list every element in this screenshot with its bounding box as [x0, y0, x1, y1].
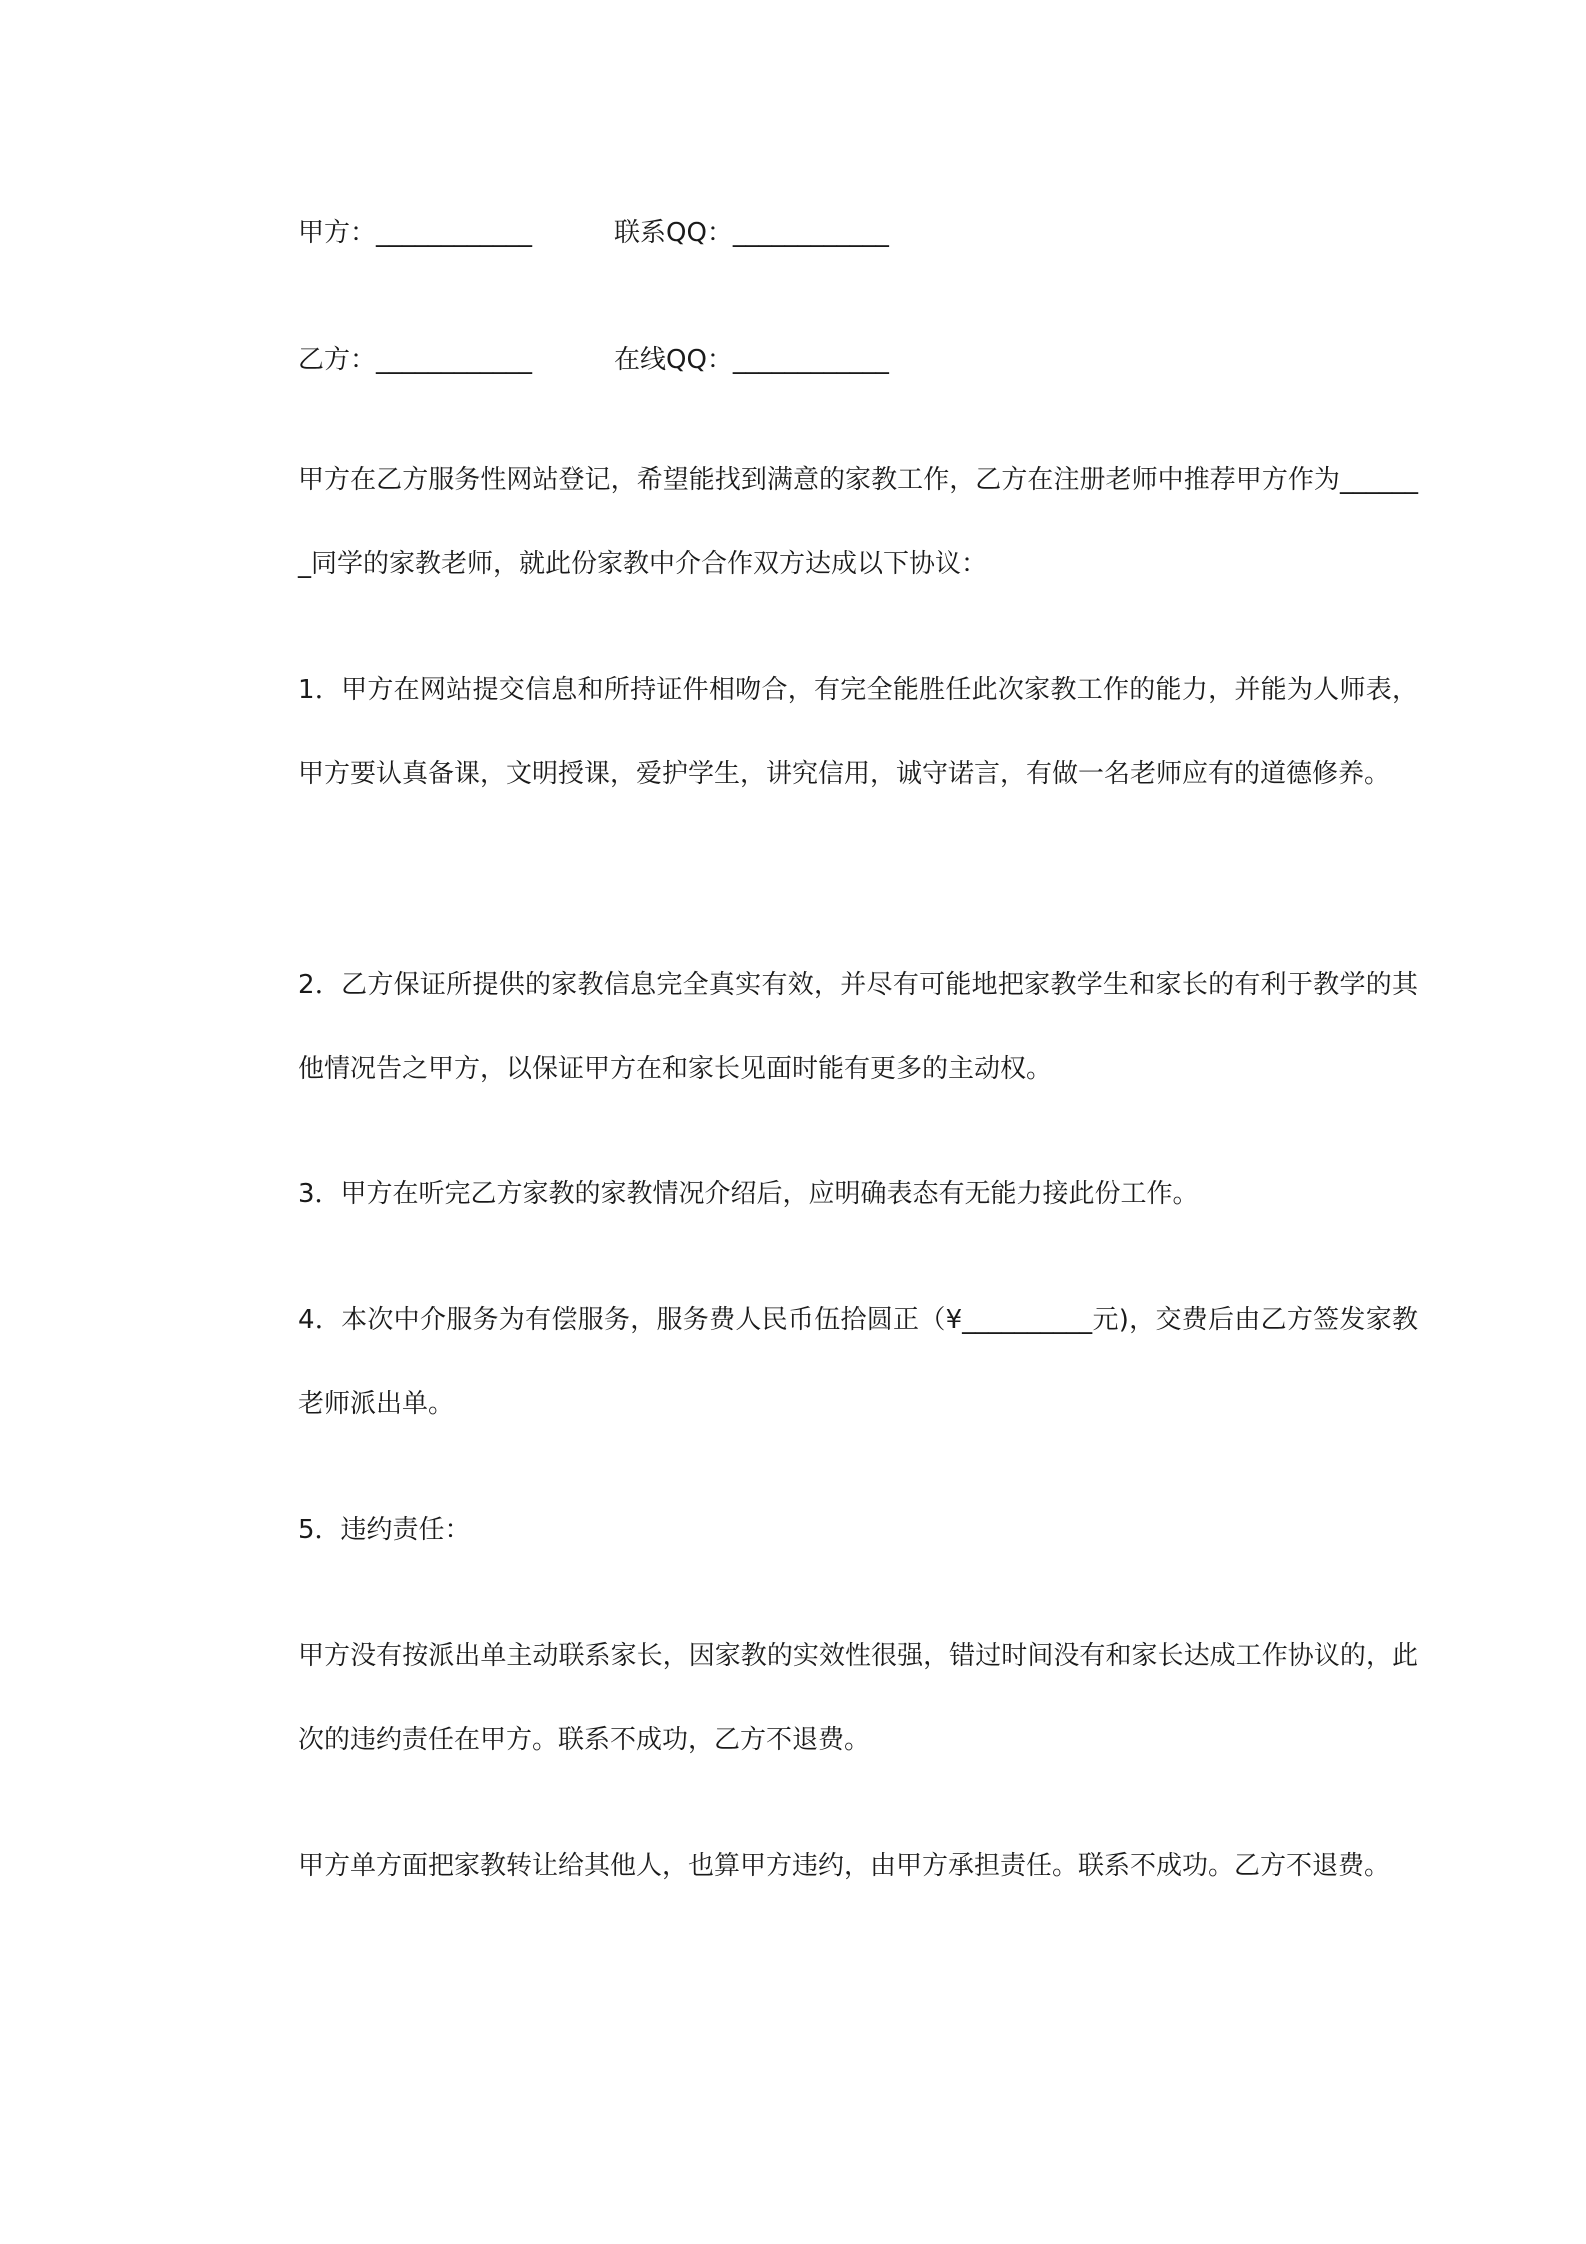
clause-2: 2．乙方保证所提供的家教信息完全真实有效，并尽有可能地把家教学生和家长的有利于教学的其他情况告之甲方，以保证甲方在和家长见面时能有更多的主动权。 [298, 970, 1418, 1084]
online-qq-field: 在线QQ：____________ [614, 345, 889, 375]
party-a-field: 甲方：____________ [298, 218, 533, 248]
clause-4: 4．本次中介服务为有偿服务，服务费人民币伍拾圆正（¥__________元)，交费后由乙方签发家教老师派出单。 [298, 1305, 1418, 1419]
clause-1: 1．甲方在网站提交信息和所持证件相吻合，有完全能胜任此次家教工作的能力，并能为人师表，甲方要认真备课，文明授课，爱护学生，讲究信用，诚守诺言，有做一名老师应有的道德修养。 [298, 675, 1418, 789]
clause-3: 3．甲方在听完乙方家教的家教情况介绍后，应明确表态有无能力接此份工作。 [298, 1179, 1199, 1209]
breach-paragraph-1: 甲方没有按派出单主动联系家长，因家教的实效性很强，错过时间没有和家长达成工作协议的，此次的违约责任在甲方。联系不成功，乙方不退费。 [298, 1641, 1418, 1755]
clause-5-title: 5．违约责任： [298, 1515, 471, 1545]
party-b-row [298, 340, 889, 380]
party-a-row [298, 213, 889, 253]
intro-paragraph: 甲方在乙方服务性网站登记，希望能找到满意的家教工作，乙方在注册老师中推荐甲方作为_______同学的家教老师，就此份家教中介合作双方达成以下协议： [298, 465, 1418, 579]
contact-qq-field: 联系QQ：____________ [614, 218, 889, 248]
breach-paragraph-2: 甲方单方面把家教转让给其他人，也算甲方违约，由甲方承担责任。联系不成功。乙方不退费。 [298, 1851, 1391, 1881]
party-b-field: 乙方：____________ [298, 345, 533, 375]
